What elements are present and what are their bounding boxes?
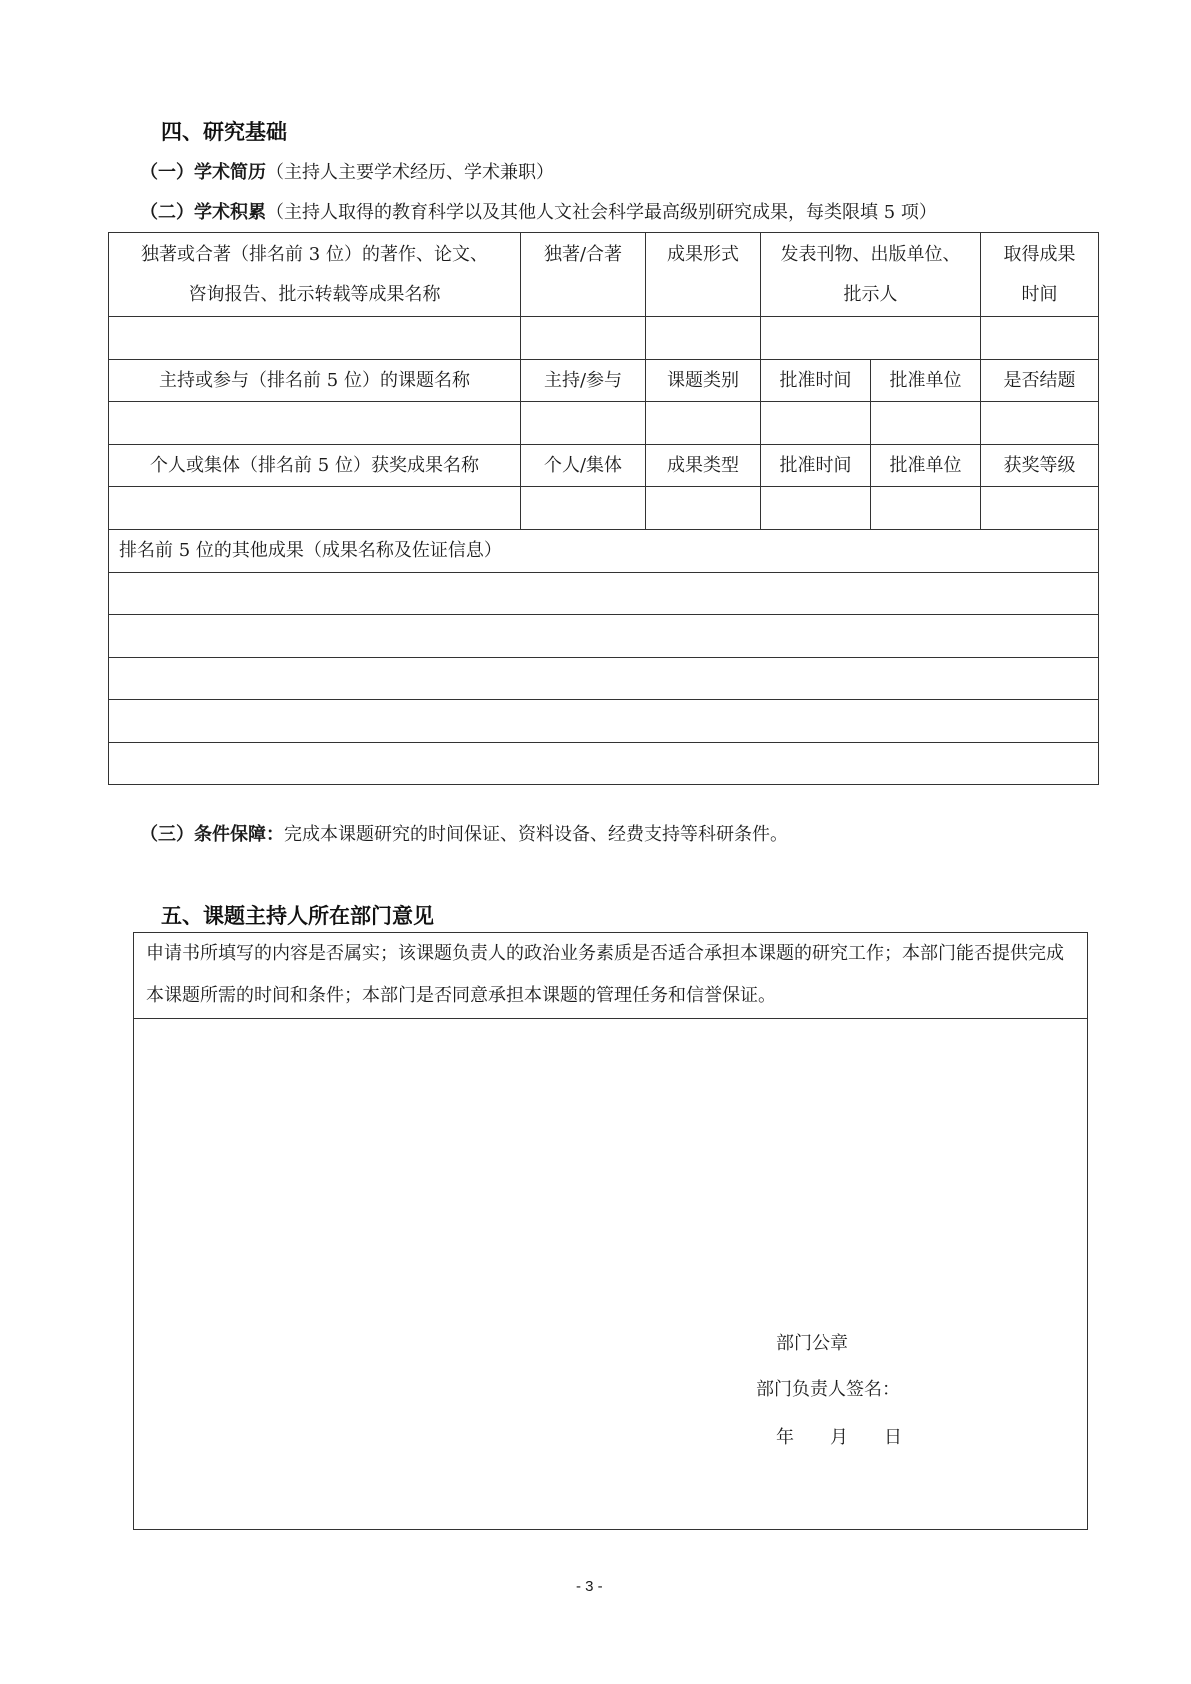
projects-category-cell[interactable] — [646, 402, 761, 445]
works-publisher-header-line2: 批示人 — [843, 283, 898, 305]
works-publisher-cell[interactable] — [761, 317, 981, 360]
awards-approval-time-header: 批准时间 — [761, 445, 871, 487]
awards-level-header: 获奖等级 — [981, 445, 1099, 487]
section-5-title: 五、课题主持人所在部门意见 — [161, 904, 434, 928]
other-entry-row — [109, 658, 1099, 700]
projects-concluded-cell[interactable] — [981, 402, 1099, 445]
subsection-academic-accumulation-label: （二）学术积累 — [140, 202, 266, 223]
subsection-conditions — [140, 820, 788, 846]
projects-role-cell[interactable] — [521, 402, 646, 445]
works-publisher-header — [761, 233, 981, 317]
subsection-academic-accumulation — [140, 198, 937, 224]
works-authorship-header: 独著/合著 — [521, 233, 646, 317]
subsection-conditions-note: 完成本课题研究的时间保证、资料设备、经费支持等科研条件。 — [284, 824, 788, 845]
works-header-row — [109, 233, 1099, 317]
other-entry-cell[interactable] — [109, 700, 1099, 743]
page-number: - 3 - — [576, 1578, 603, 1595]
awards-header-row — [109, 445, 1099, 487]
subsection-academic-accumulation-note: （主持人取得的教育科学以及其他人文社会科学最高级别研究成果，每类限填 5 项） — [266, 202, 937, 223]
other-entry-cell[interactable] — [109, 743, 1099, 785]
department-opinion-box — [133, 932, 1088, 1530]
subsection-academic-resume — [140, 158, 554, 184]
awards-result-type-header: 成果类型 — [646, 445, 761, 487]
projects-name-header: 主持或参与（排名前 5 位）的课题名称 — [109, 360, 521, 402]
works-time-header-line2: 时间 — [1021, 283, 1058, 305]
projects-category-header: 课题类别 — [646, 360, 761, 402]
other-entry-row — [109, 615, 1099, 658]
subsection-academic-resume-label: （一）学术简历 — [140, 162, 266, 183]
projects-approval-time-header: 批准时间 — [761, 360, 871, 402]
awards-name-header: 个人或集体（排名前 5 位）获奖成果名称 — [109, 445, 521, 487]
other-entry-row — [109, 700, 1099, 743]
awards-approval-time-cell[interactable] — [761, 487, 871, 530]
department-seal-label: 部门公章 — [776, 1333, 848, 1354]
works-time-cell[interactable] — [981, 317, 1099, 360]
projects-role-header: 主持/参与 — [521, 360, 646, 402]
projects-approval-unit-cell[interactable] — [871, 402, 981, 445]
other-achievements-header: 排名前 5 位的其他成果（成果名称及佐证信息） — [109, 530, 1099, 573]
section-4-title: 四、研究基础 — [161, 120, 287, 144]
projects-name-cell[interactable] — [109, 402, 521, 445]
awards-approval-unit-header: 批准单位 — [871, 445, 981, 487]
awards-type-person-cell[interactable] — [521, 487, 646, 530]
works-time-header-line1: 取得成果 — [1003, 243, 1076, 265]
subsection-conditions-label: （三）条件保障： — [140, 824, 284, 845]
department-opinion-instructions: 申请书所填写的内容是否属实；该课题负责人的政治业务素质是否适合承担本课题的研究工作；本部门能否提供完成本课题所需的时间和条件；本部门是否同意承担本课题的管理任务和信誉保证。 — [134, 933, 1087, 1019]
department-opinion-input-area[interactable] — [134, 1019, 1087, 1529]
awards-level-cell[interactable] — [981, 487, 1099, 530]
projects-approval-time-cell[interactable] — [761, 402, 871, 445]
works-time-header — [981, 233, 1099, 317]
other-entry-cell[interactable] — [109, 573, 1099, 615]
works-form-header: 成果形式 — [646, 233, 761, 317]
other-entry-row — [109, 573, 1099, 615]
awards-entry-row — [109, 487, 1099, 530]
subsection-academic-resume-note: （主持人主要学术经历、学术兼职） — [266, 162, 554, 183]
works-form-cell[interactable] — [646, 317, 761, 360]
signature-date-label: 年 月 日 — [776, 1427, 902, 1448]
projects-entry-row — [109, 402, 1099, 445]
works-entry-row — [109, 317, 1099, 360]
awards-type-person-header: 个人/集体 — [521, 445, 646, 487]
works-name-header — [109, 233, 521, 317]
awards-result-type-cell[interactable] — [646, 487, 761, 530]
other-entry-cell[interactable] — [109, 615, 1099, 658]
other-entry-cell[interactable] — [109, 658, 1099, 700]
projects-header-row — [109, 360, 1099, 402]
works-publisher-header-line1: 发表刊物、出版单位、 — [780, 243, 961, 265]
achievements-table — [108, 232, 1099, 785]
projects-concluded-header: 是否结题 — [981, 360, 1099, 402]
works-name-header-line2: 咨询报告、批示转载等成果名称 — [188, 283, 441, 305]
other-header-row — [109, 530, 1099, 573]
works-name-cell[interactable] — [109, 317, 521, 360]
awards-name-cell[interactable] — [109, 487, 521, 530]
awards-approval-unit-cell[interactable] — [871, 487, 981, 530]
projects-approval-unit-header: 批准单位 — [871, 360, 981, 402]
department-head-signature-label: 部门负责人签名： — [756, 1379, 900, 1400]
other-entry-row — [109, 743, 1099, 785]
works-name-header-line1: 独著或合著（排名前 3 位）的著作、论文、 — [141, 243, 488, 265]
works-authorship-cell[interactable] — [521, 317, 646, 360]
